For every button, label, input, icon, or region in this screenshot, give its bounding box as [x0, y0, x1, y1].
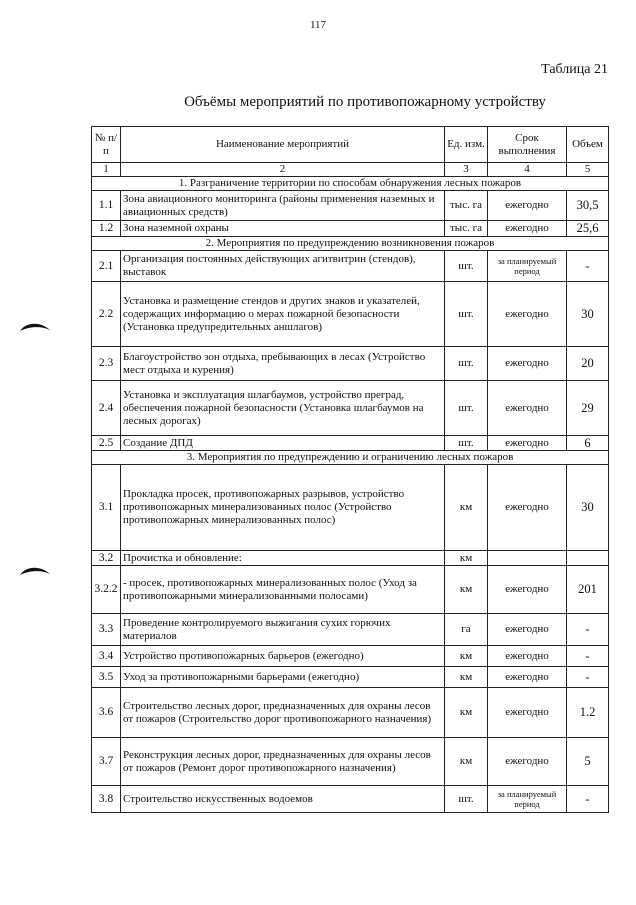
row-name: Зона наземной охраны — [121, 221, 445, 237]
row-number: 3.2.2 — [92, 566, 121, 614]
row-number: 1.2 — [92, 221, 121, 237]
row-unit: тыс. га — [445, 221, 488, 237]
row-volume — [567, 551, 609, 566]
row-name: - просек, противопожарных минерализованных полос (Уход за противопожарными минерализованными полосами) — [121, 566, 445, 614]
row-volume: 6 — [567, 436, 609, 451]
row-unit: км — [445, 566, 488, 614]
section-title: 1. Разграничение территории по способам обнаружения лесных пожаров — [92, 177, 609, 191]
margin-hole-mark-icon — [18, 564, 52, 578]
row-unit: км — [445, 551, 488, 566]
row-volume: - — [567, 786, 609, 813]
row-unit: шт. — [445, 381, 488, 436]
margin-hole-mark-icon — [18, 320, 52, 334]
row-number: 2.5 — [92, 436, 121, 451]
row-number: 3.8 — [92, 786, 121, 813]
header-num: № п/п — [92, 127, 121, 163]
table-row — [92, 436, 609, 451]
row-number: 2.2 — [92, 282, 121, 347]
row-term — [488, 551, 567, 566]
header-volume: Объем — [567, 127, 609, 163]
row-term: за планируемый период — [488, 786, 567, 813]
row-name: Устройство противопожарных барьеров (ежегодно) — [121, 646, 445, 667]
row-number: 3.6 — [92, 688, 121, 738]
row-name: Проведение контролируемого выжигания сухих горючих материалов — [121, 614, 445, 646]
row-term: ежегодно — [488, 381, 567, 436]
row-name: Уход за противопожарными барьерами (ежегодно) — [121, 667, 445, 688]
row-term: ежегодно — [488, 282, 567, 347]
header-term: Срок выполнения — [488, 127, 567, 163]
row-number: 3.7 — [92, 738, 121, 786]
row-name: Организация постоянных действующих агитвитрин (стендов), выставок — [121, 251, 445, 282]
row-name: Строительство искусственных водоемов — [121, 786, 445, 813]
row-name: Реконструкция лесных дорог, предназначенных для охраны лесов от пожаров (Ремонт дорог противопожарного назначения) — [121, 738, 445, 786]
table-row — [92, 221, 609, 237]
row-unit: км — [445, 667, 488, 688]
table-row — [92, 786, 609, 813]
page-number: 117 — [309, 19, 327, 31]
row-name: Прокладка просек, противопожарных разрывов, устройство противопожарных минерализованных полос (Устройство противопожарных минерализованных полос) — [121, 465, 445, 551]
row-name: Создание ДПД — [121, 436, 445, 451]
table-row — [92, 282, 609, 347]
row-volume: - — [567, 646, 609, 667]
row-number: 1.1 — [92, 191, 121, 221]
row-number: 2.3 — [92, 347, 121, 381]
row-number: 2.4 — [92, 381, 121, 436]
row-unit: км — [445, 738, 488, 786]
column-number: 4 — [488, 163, 567, 177]
section-title-row — [92, 177, 609, 191]
row-volume: 30,5 — [567, 191, 609, 221]
table-row — [92, 667, 609, 688]
table-row — [92, 566, 609, 614]
table-row — [92, 646, 609, 667]
row-volume: 29 — [567, 381, 609, 436]
row-unit: тыс. га — [445, 191, 488, 221]
row-number: 3.4 — [92, 646, 121, 667]
row-term: ежегодно — [488, 688, 567, 738]
row-number: 3.2 — [92, 551, 121, 566]
section-title-row — [92, 451, 609, 465]
row-term: ежегодно — [488, 221, 567, 237]
row-volume: 30 — [567, 465, 609, 551]
table-row — [92, 465, 609, 551]
row-unit: км — [445, 688, 488, 738]
table-label: Таблица 21 — [541, 62, 608, 77]
row-term: ежегодно — [488, 191, 567, 221]
section-title-row — [92, 237, 609, 251]
measures-table — [91, 126, 609, 813]
table-row — [92, 688, 609, 738]
row-volume: 201 — [567, 566, 609, 614]
table-row — [92, 251, 609, 282]
table-row — [92, 191, 609, 221]
table-row — [92, 551, 609, 566]
header-row — [92, 127, 609, 163]
row-term: ежегодно — [488, 465, 567, 551]
row-volume: 30 — [567, 282, 609, 347]
table-row — [92, 347, 609, 381]
row-name: Установка и размещение стендов и других знаков и указателей, содержащих информацию о мерах пожарной безопасности (Установка предупредительных аншлагов) — [121, 282, 445, 347]
row-unit: шт. — [445, 347, 488, 381]
row-term: ежегодно — [488, 738, 567, 786]
row-volume: 5 — [567, 738, 609, 786]
row-unit: га — [445, 614, 488, 646]
row-name: Зона авиационного мониторинга (районы применения наземных и авиационных средств) — [121, 191, 445, 221]
row-term: ежегодно — [488, 347, 567, 381]
row-number: 2.1 — [92, 251, 121, 282]
table-row — [92, 738, 609, 786]
row-name: Благоустройство зон отдыха, пребывающих в лесах (Устройство мест отдыха и курения) — [121, 347, 445, 381]
section-title: 3. Мероприятия по предупреждению и ограничению лесных пожаров — [92, 451, 609, 465]
table-row — [92, 381, 609, 436]
row-number: 3.5 — [92, 667, 121, 688]
row-unit: шт. — [445, 786, 488, 813]
row-volume: 1.2 — [567, 688, 609, 738]
row-term: ежегодно — [488, 566, 567, 614]
document-title: Объёмы мероприятий по противопожарному устройству — [184, 94, 546, 110]
row-unit: шт. — [445, 282, 488, 347]
row-number: 3.3 — [92, 614, 121, 646]
section-title: 2. Мероприятия по предупреждению возникновения пожаров — [92, 237, 609, 251]
row-term: ежегодно — [488, 667, 567, 688]
row-term: ежегодно — [488, 436, 567, 451]
row-number: 3.1 — [92, 465, 121, 551]
column-number: 3 — [445, 163, 488, 177]
table-row — [92, 614, 609, 646]
column-number: 5 — [567, 163, 609, 177]
row-volume: - — [567, 614, 609, 646]
row-name: Установка и эксплуатация шлагбаумов, устройство преград, обеспечения пожарной безопасности (Установка шлагбаумов на лесных дорогах) — [121, 381, 445, 436]
header-unit: Ед. изм. — [445, 127, 488, 163]
row-volume: 20 — [567, 347, 609, 381]
row-name: Строительство лесных дорог, предназначенных для охраны лесов от пожаров (Строительство дорог противопожарного назначения) — [121, 688, 445, 738]
row-name: Прочистка и обновление: — [121, 551, 445, 566]
row-term: ежегодно — [488, 614, 567, 646]
column-number: 1 — [92, 163, 121, 177]
row-unit: шт. — [445, 436, 488, 451]
row-volume: - — [567, 667, 609, 688]
row-term: за планируемый период — [488, 251, 567, 282]
row-volume: - — [567, 251, 609, 282]
row-unit: шт. — [445, 251, 488, 282]
row-volume: 25,6 — [567, 221, 609, 237]
column-number: 2 — [121, 163, 445, 177]
row-term: ежегодно — [488, 646, 567, 667]
column-numbers-row — [92, 163, 609, 177]
row-unit: км — [445, 465, 488, 551]
header-name: Наименование мероприятий — [121, 127, 445, 163]
row-unit: км — [445, 646, 488, 667]
